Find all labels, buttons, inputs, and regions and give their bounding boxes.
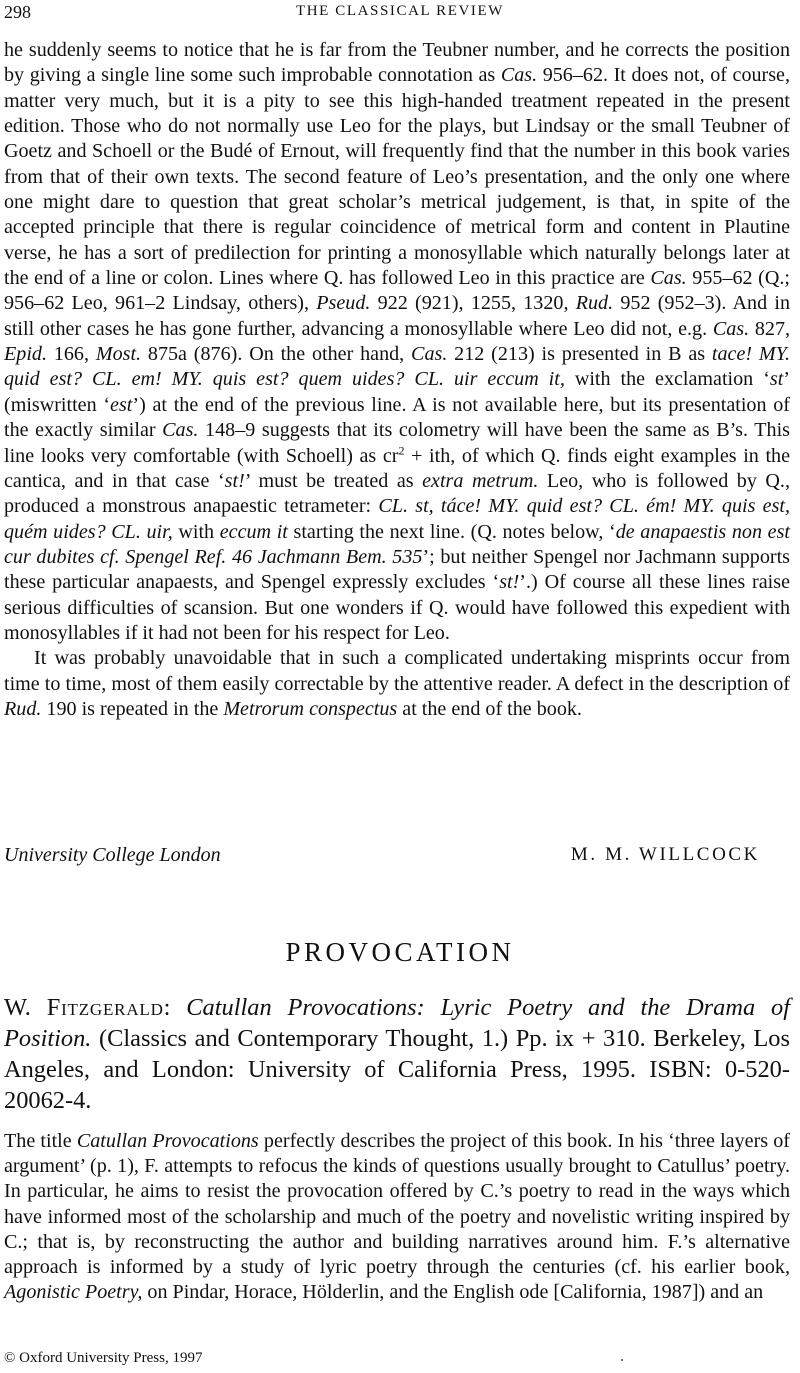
italic-text: Catullan Provocations: Lyric Poetry and the Drama of Position. bbox=[4, 994, 790, 1052]
text-run: + ith, of which Q. finds eight examples in the cantica, and in that case ‘ bbox=[4, 444, 790, 492]
review-1-paragraph-2 bbox=[4, 646, 790, 722]
italic-text: Metrorum conspectus bbox=[223, 697, 398, 720]
text-run: 827, bbox=[749, 317, 791, 340]
text-run: with bbox=[172, 520, 220, 543]
text-run: 922 (921), 1255, 1320, bbox=[370, 292, 576, 315]
running-head bbox=[4, 2, 796, 26]
section-heading: PROVOCATION bbox=[285, 937, 515, 967]
text-run: 148–9 suggests that its colometry will have been the same as B’s. This line looks very comfortable (with Schoell) as cr bbox=[4, 419, 790, 467]
page-number: 298 bbox=[4, 2, 31, 22]
text-run: ’) at the end of the previous line. A is not available here, but its presentation of the exactly similar bbox=[4, 393, 790, 442]
italic-text: Agonistic Poetry, bbox=[4, 1281, 143, 1304]
text-run: 956–62. It does not, of course, matter very much, but it is a pity to see this high-handed treatment repeated in the present edition. Those who do not normally use Leo for the plays, but Lindsay or the small Teubner of Goetz and Schoell or the Budé of Ernout, will frequently find that the number in this book varies from that of their own texts. The second feature of Leo’s presentation, and the only one where one might dare to question that great scholar’s metrical judgement, is that, in spite of the accepted principle that there is regular coincidence of metrical form and content in Plautine verse, he has a sort of predilection for printing a monosyllable which naturally belongs later at the end of a line or colon. Lines where Q. has followed Leo in this practice are bbox=[4, 64, 790, 290]
text-run: ’; but neither Spengel nor Jachmann supports these particular anapaests, and Spengel expressly excludes ‘ bbox=[4, 545, 790, 594]
text-run: Leo, who is followed by Q., produced a monstrous anapaestic tetrameter: bbox=[4, 469, 790, 518]
text-run: on Pindar, Horace, Hölderlin, and the English ode [California, 1987]) and an bbox=[142, 1281, 764, 1304]
journal-title: THE CLASSICAL REVIEW bbox=[295, 3, 505, 19]
text-run: at the end of the book. bbox=[397, 697, 582, 720]
italic-text: eccum it bbox=[219, 520, 288, 543]
text-run: It was probably unavoidable that in such a complicated undertaking misprints occur from time to time, most of them easily correctable by the attentive reader. A defect in the description of bbox=[4, 647, 790, 695]
italic-text: extra metrum. bbox=[422, 469, 539, 492]
italic-text: st! bbox=[224, 469, 245, 492]
italic-text: Pseud. bbox=[316, 292, 371, 315]
author-surname: Fitzgerald bbox=[46, 994, 164, 1021]
italic-text: st! bbox=[499, 571, 520, 594]
text-run: 952 (952–3). And in still other cases he has gone further, advancing a monosyllable where Leo did not, e.g. bbox=[4, 292, 790, 340]
review-1-signature bbox=[4, 844, 790, 872]
italic-text: Cas. bbox=[411, 343, 448, 366]
italic-text: CL. st, táce! MY. quid est? CL. ém! MY. quis est, quém uides? CL. uir, bbox=[4, 495, 790, 543]
italic-text: Cas. bbox=[162, 419, 199, 442]
text-run: (Classics and Contemporary Thought, 1.) Pp. ix + 310. Berkeley, Los Angeles, and London: University of California Press, 1995. ISBN: 0-520-20062-4. bbox=[4, 1025, 790, 1114]
review-1-body bbox=[4, 38, 790, 722]
italic-text: Most. bbox=[95, 343, 142, 366]
italic-text: de anapaestis non est cur dubites cf. Spengel Ref. 46 Jachmann Bem. 535 bbox=[4, 520, 790, 568]
italic-text: tace! MY. quid est? CL. em! MY. quis est? quem uides? CL. uir eccum it, bbox=[4, 343, 791, 391]
copyright-notice: © Oxford University Press, 1997 bbox=[4, 1350, 203, 1366]
text-run: : bbox=[163, 994, 187, 1021]
text-run: W. bbox=[4, 994, 47, 1021]
italic-text: Rud. bbox=[575, 292, 614, 315]
superscript: 2 bbox=[398, 442, 405, 457]
text-run: with the exclamation ‘ bbox=[564, 368, 770, 391]
review-2-paragraph-1 bbox=[4, 1129, 790, 1305]
text-run: The title bbox=[4, 1130, 77, 1152]
reviewer-name: M. M. WILLCOCK bbox=[570, 844, 760, 865]
reviewer-institution: University College London bbox=[4, 844, 221, 866]
text-run: 212 (213) is presented in B as bbox=[447, 343, 712, 366]
italic-text: est bbox=[110, 393, 133, 416]
text-run: 875a (876). On the other hand, bbox=[141, 343, 412, 366]
review-1-paragraph-1 bbox=[4, 38, 790, 646]
book-citation bbox=[4, 992, 790, 1116]
text-run: 166, bbox=[46, 343, 96, 366]
italic-text: Cas. bbox=[650, 267, 687, 290]
text-run: he suddenly seems to notice that he is far from the Teubner number, and he corrects the position by giving a single line some such improbable connotation as bbox=[4, 39, 790, 87]
italic-text: Catullan Provocations bbox=[76, 1130, 259, 1152]
text-run: 190 is repeated in the bbox=[41, 697, 224, 720]
review-2-body bbox=[4, 1129, 790, 1305]
italic-text: Epid. bbox=[4, 343, 47, 366]
italic-text: st bbox=[769, 368, 784, 391]
italic-text: Cas. bbox=[712, 317, 750, 340]
text-run: starting the next line. (Q. notes below, ‘ bbox=[287, 520, 616, 543]
text-run: ’.) Of course all these lines raise serious difficulties of scansion. But one wonders if Q. would have followed this expedient with monosyllables if it had not been for his respect for Leo. bbox=[4, 571, 790, 644]
stray-mark bbox=[621, 1359, 623, 1361]
text-run: ’ (miswritten ‘ bbox=[4, 368, 790, 416]
text-run: ’ must be treated as bbox=[244, 469, 423, 492]
text-run: 955–62 (Q.; 956–62 Leo, 961–2 Lindsay, others), bbox=[4, 267, 790, 315]
italic-text: Rud. bbox=[4, 697, 42, 720]
italic-text: Cas. bbox=[500, 64, 538, 87]
text-run: perfectly describes the project of this book. In his ‘three layers of argument’ (p. 1), F. attempts to refocus the kinds of questions usually brought to Catullus’ poetry. In particular, he aims to resist the provocation offered by C.’s poetry to read in the ways which have informed most of the scholarship and much of the poetry and novelistic writing inspired by C.; that is, by reconstructing the author and building narratives around him. F.’s alternative approach is informed by a study of lyric poetry through the centuries (cf. his earlier book, bbox=[4, 1130, 790, 1279]
